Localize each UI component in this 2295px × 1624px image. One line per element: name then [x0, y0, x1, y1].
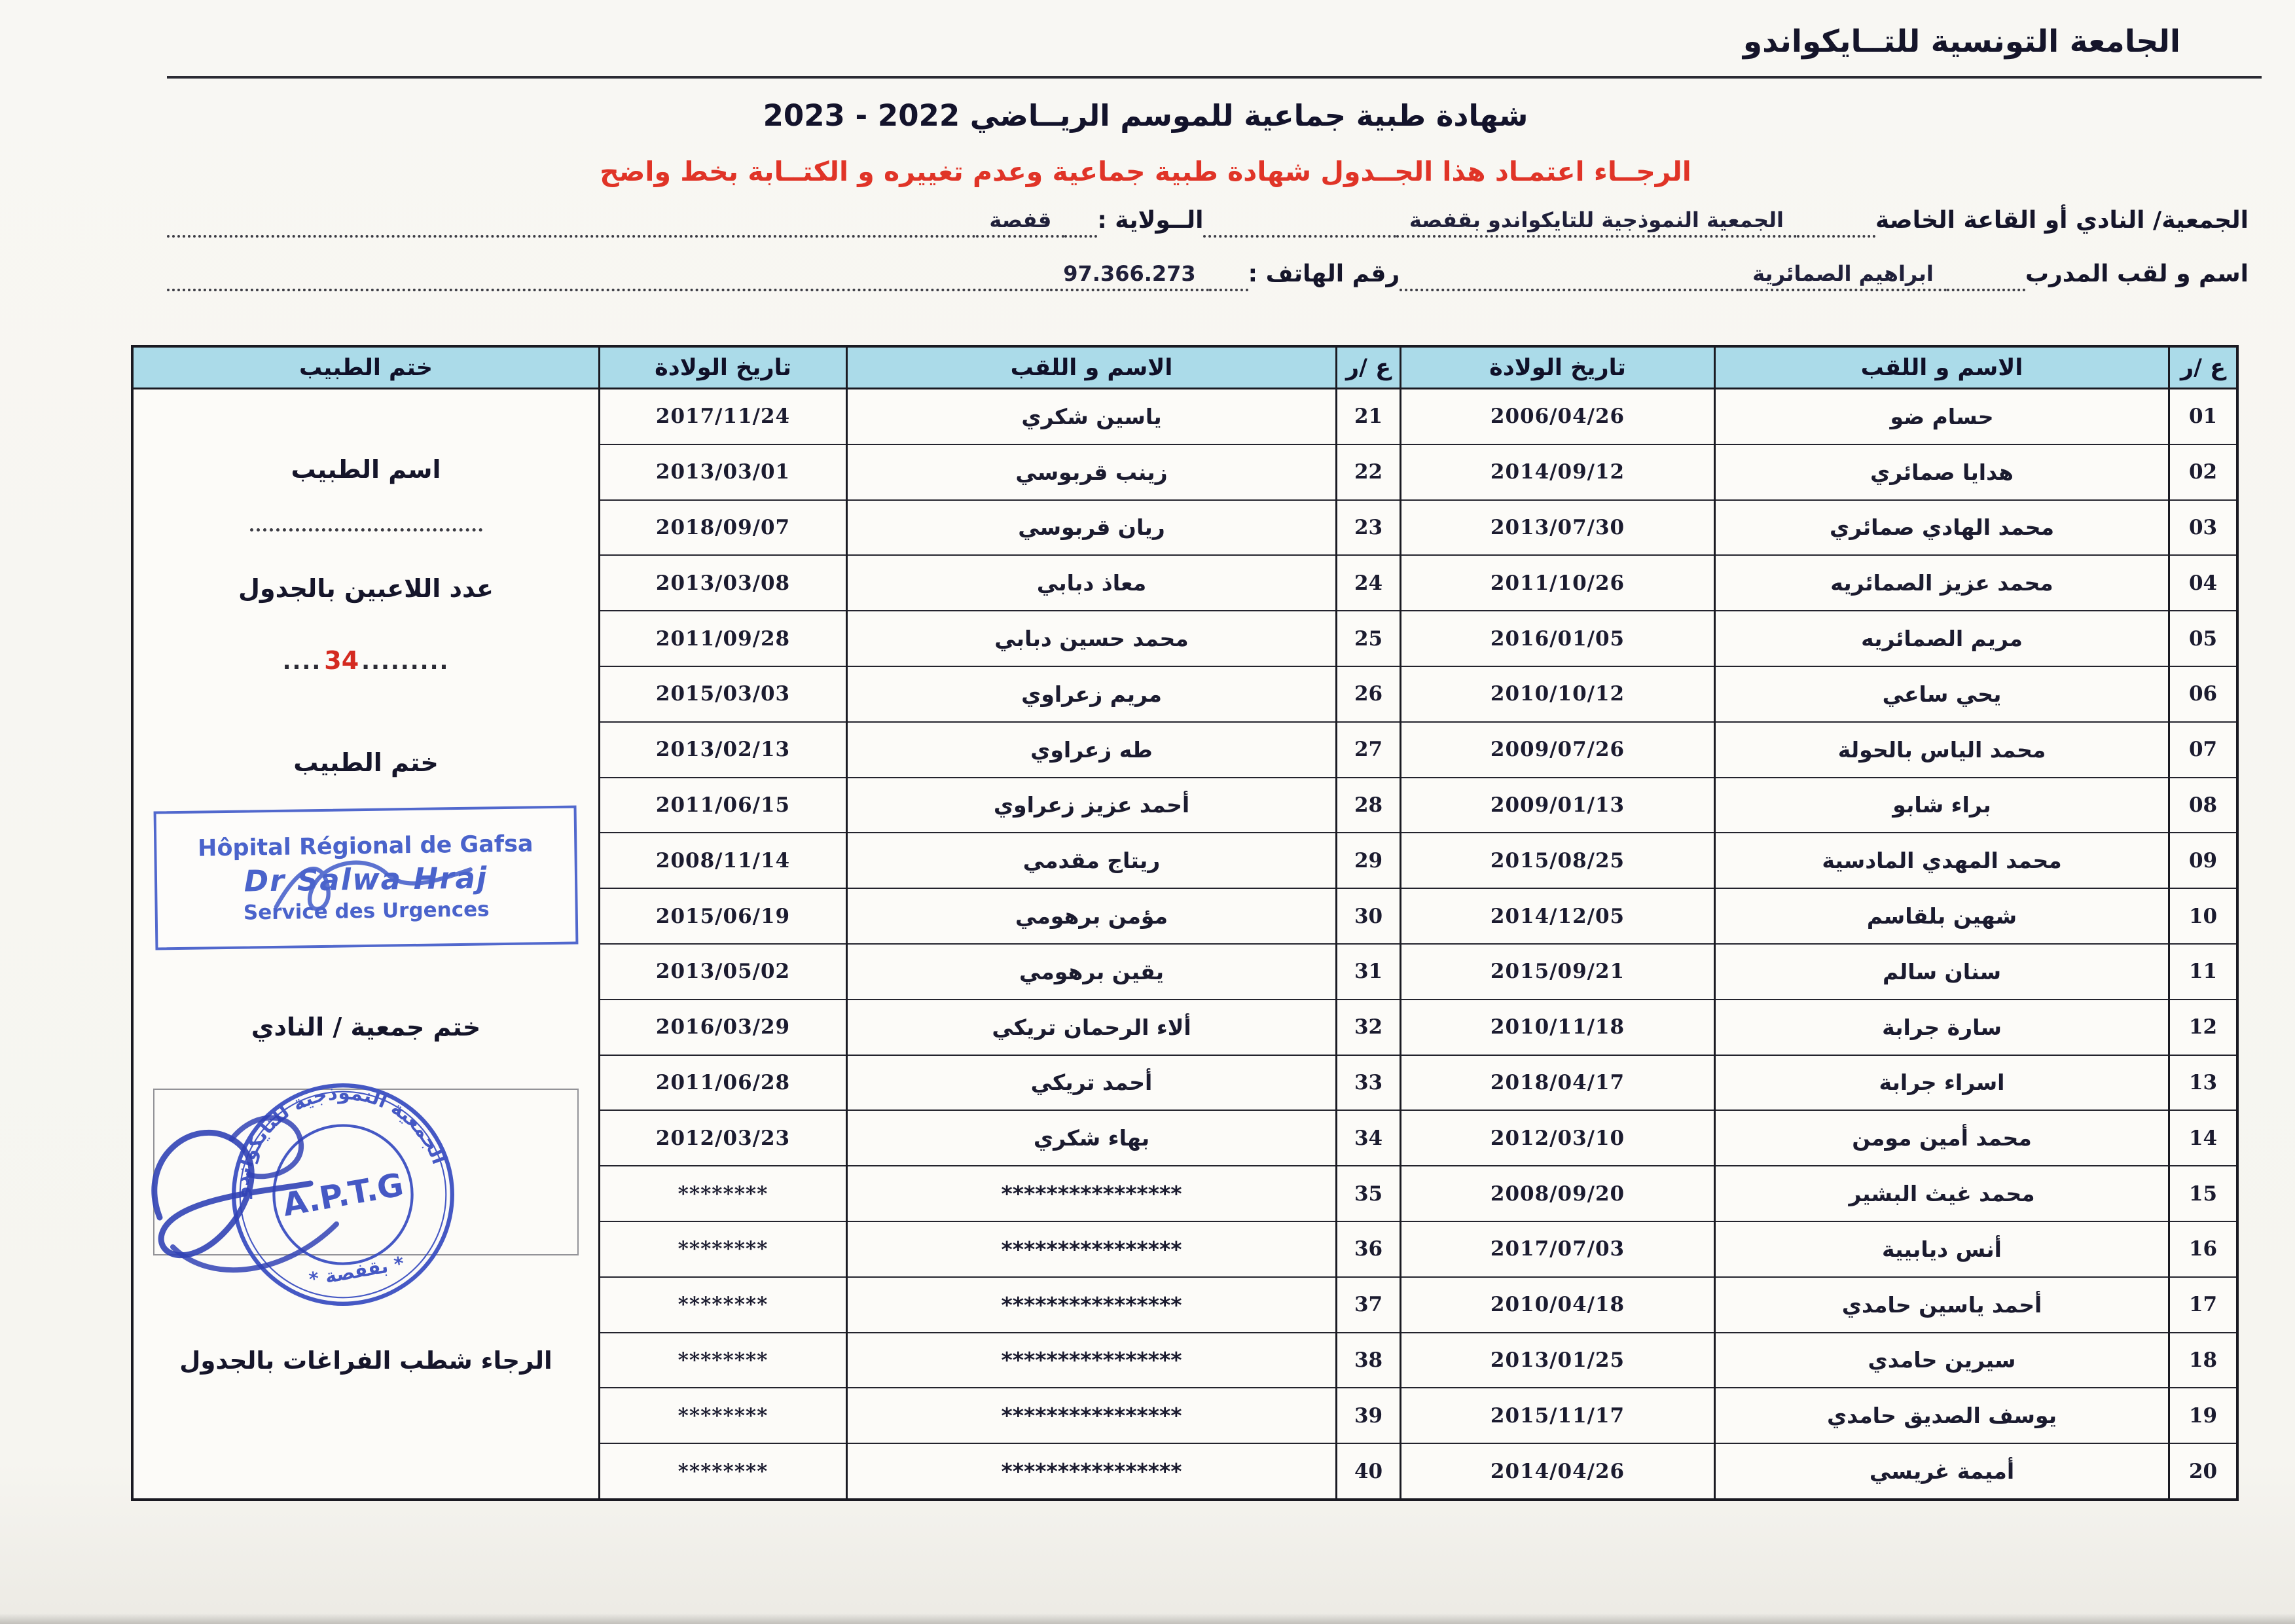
- player-name-cell: بهاء شكري: [848, 1111, 1335, 1166]
- column-numbers-21-40: [1335, 389, 1400, 1498]
- header-doctor-stamp: ختم الطبيب: [299, 354, 433, 381]
- birthdate-cell: 2016/03/29: [600, 1000, 846, 1056]
- player-name-cell: محمد عزيز الصمائريه: [1716, 556, 2168, 611]
- club-form-row: [167, 207, 2249, 238]
- birthdate-cell: 2015/06/19: [600, 889, 846, 945]
- row-number-cell: 08: [2170, 778, 2236, 834]
- row-number-cell: 01: [2170, 389, 2236, 445]
- header-birthdate-left: تاريخ الولادة: [598, 348, 846, 388]
- column-birthdates-01-20: [1400, 389, 1714, 1498]
- row-number-cell: 35: [1337, 1166, 1400, 1222]
- dotted-leader: [167, 211, 976, 238]
- state-label: الــولاية :: [1097, 207, 1204, 234]
- header-birthdate-right: تاريخ الولادة: [1400, 348, 1714, 388]
- row-number-cell: 05: [2170, 611, 2236, 667]
- count-dots-before: ....: [282, 649, 322, 675]
- header-number-left: ع /ر: [1335, 348, 1400, 388]
- row-number-cell: 24: [1337, 556, 1400, 611]
- round-stamp-bottom-text: * بقفصة *: [307, 1252, 406, 1291]
- table-body: [134, 389, 2236, 1498]
- birthdate-cell: 2008/09/20: [1401, 1166, 1714, 1222]
- hospital-stamp-service: Service des Urgences: [243, 897, 490, 925]
- header-number-right: ع /ر: [2168, 348, 2236, 388]
- scan-edge-shadow: [0, 1614, 2295, 1624]
- round-stamp-top-text: الجمعية النموذجية للتايكواندو: [230, 1081, 451, 1199]
- player-name-cell: مريم زعراوي: [848, 667, 1335, 723]
- cross-out-blanks-note: الرجاء شطب الفراغات بالجدول: [179, 1346, 552, 1375]
- player-name-cell: ****************: [848, 1166, 1335, 1222]
- player-name-cell: يحي ساعي: [1716, 667, 2168, 723]
- row-number-cell: 18: [2170, 1333, 2236, 1389]
- row-number-cell: 30: [1337, 889, 1400, 945]
- row-number-cell: 36: [1337, 1222, 1400, 1278]
- row-number-cell: 11: [2170, 945, 2236, 1000]
- header-name-right: الاسم و اللقب: [1714, 348, 2168, 388]
- row-number-cell: 34: [1337, 1111, 1400, 1166]
- player-name-cell: ياسين شكري: [848, 389, 1335, 445]
- player-name-cell: ****************: [848, 1222, 1335, 1278]
- club-label: الجمعية/ النادي أو القاعة الخاصة: [1875, 207, 2249, 234]
- birthdate-cell: 2013/03/01: [600, 445, 846, 501]
- dotted-leader: [167, 265, 1050, 291]
- player-name-cell: هدايا صمائري: [1716, 445, 2168, 501]
- players-table: [131, 345, 2239, 1501]
- birthdate-cell: 2018/09/07: [600, 501, 846, 556]
- warning-text: الرجــاء اعتمـاد هذا الجــدول شهادة طبية جماعية وعدم تغييره و الكتــابة بخط واضح: [600, 156, 1691, 187]
- player-name-cell: معاذ دبابي: [848, 556, 1335, 611]
- birthdate-cell: 2012/03/10: [1401, 1111, 1714, 1166]
- round-stamp-center-text: A.P.T.G: [280, 1166, 407, 1224]
- player-name-cell: ****************: [1001, 1458, 1182, 1485]
- player-name-cell: محمد الهادي صمائري: [1716, 501, 2168, 556]
- row-number-cell: 14: [2170, 1111, 2236, 1166]
- dotted-leader: [1209, 265, 1248, 291]
- birthdate-cell: 2013/02/13: [600, 723, 846, 778]
- phone-label: رقم الهاتف :: [1248, 261, 1400, 287]
- row-number-cell: 37: [1337, 1278, 1400, 1333]
- phone-value: 97.366.273: [1050, 261, 1208, 291]
- hospital-rect-stamp: [154, 806, 579, 950]
- dotted-leader: [1400, 265, 1739, 291]
- row-number-cell: 39: [1337, 1388, 1400, 1444]
- coach-label: اسم و لقب المدرب: [2025, 261, 2249, 287]
- birthdate-cell: 2011/06/15: [600, 778, 846, 834]
- players-count-label: عدد اللاعبين بالجدول: [238, 574, 494, 603]
- birthdate-cell: 2015/11/17: [1401, 1388, 1714, 1444]
- header-name-left: الاسم و اللقب: [846, 348, 1335, 388]
- count-dots-after: .........: [361, 649, 450, 675]
- row-number-cell: 25: [1337, 611, 1400, 667]
- row-number-cell: 13: [2170, 1056, 2236, 1111]
- row-number-cell: 03: [2170, 501, 2236, 556]
- birthdate-cell: 2008/11/14: [600, 833, 846, 889]
- birthdate-cell: 2017/11/24: [600, 389, 846, 445]
- row-number-cell: 07: [2170, 723, 2236, 778]
- row-number-cell: 29: [1337, 833, 1400, 889]
- row-number-cell: 06: [2170, 667, 2236, 723]
- row-number-cell: 21: [1337, 389, 1400, 445]
- document-title: شهادة طبية جماعية للموسم الريــاضي 2022 - 2023: [763, 98, 1528, 133]
- table-header-row: [134, 348, 2236, 389]
- row-number-cell: 22: [1337, 445, 1400, 501]
- column-names-01-20: [1714, 389, 2168, 1498]
- birthdate-cell: 2018/04/17: [1401, 1056, 1714, 1111]
- birthdate-cell: 2006/04/26: [1401, 389, 1714, 445]
- row-number-cell: 12: [2170, 1000, 2236, 1056]
- player-name-cell: سنان سالم: [1716, 945, 2168, 1000]
- player-name-cell: محمد الياس بالحولة: [1716, 723, 2168, 778]
- player-name-cell: يوسف الصديق حامدي: [1716, 1388, 2168, 1444]
- player-name-cell: محمد غيث البشير: [1716, 1166, 2168, 1222]
- row-number-cell: 19: [2170, 1388, 2236, 1444]
- birthdate-cell: 2015/08/25: [1401, 833, 1714, 889]
- hospital-stamp-name: Hôpital Régional de Gafsa: [197, 830, 533, 862]
- birthdate-cell: 2013/07/30: [1401, 501, 1714, 556]
- birthdate-cell: 2009/01/13: [1401, 778, 1714, 834]
- player-name-cell: أنس ديابيية: [1716, 1222, 2168, 1278]
- birthdate-cell: 2013/03/08: [600, 556, 846, 611]
- coach-value: ابراهيم الصمائرية: [1739, 261, 1947, 291]
- doctor-name-dotted-line: [250, 528, 482, 532]
- doctor-stamp-label: ختم الطبيب: [293, 748, 439, 777]
- player-name-cell: ****************: [848, 1278, 1335, 1333]
- row-number-cell: 09: [2170, 833, 2236, 889]
- birthdate-cell: 2011/10/26: [1401, 556, 1714, 611]
- row-number-cell: 04: [2170, 556, 2236, 611]
- birthdate-cell: 2016/01/05: [1401, 611, 1714, 667]
- row-number-cell: 17: [2170, 1278, 2236, 1333]
- player-name-cell: زينب قربوسي: [848, 445, 1335, 501]
- players-count-line: [134, 646, 598, 675]
- row-number-cell: 27: [1337, 723, 1400, 778]
- birthdate-cell: 2011/09/28: [600, 611, 846, 667]
- row-number-cell: 31: [1337, 945, 1400, 1000]
- doctor-name-label: اسم الطبيب: [291, 455, 441, 484]
- club-round-stamp: [199, 1051, 487, 1339]
- birthdate-cell: 2010/04/18: [1401, 1278, 1714, 1333]
- dotted-leader: [1797, 211, 1875, 238]
- player-name-cell: أحمد ياسين حامدي: [1716, 1278, 2168, 1333]
- dotted-leader: [1947, 265, 2025, 291]
- row-number-cell: 40: [1354, 1459, 1383, 1483]
- birthdate-cell: 2012/03/23: [600, 1111, 846, 1166]
- birthdate-cell: ********: [678, 1459, 768, 1483]
- player-name-cell: مؤمن برهومي: [848, 889, 1335, 945]
- player-name-cell: سارة جرابة: [1716, 1000, 2168, 1056]
- birthdate-cell: 2015/03/03: [600, 667, 846, 723]
- birthdate-cell: 2017/07/03: [1401, 1222, 1714, 1278]
- player-name-cell: محمد حسين دبابي: [848, 611, 1335, 667]
- player-name-cell: يقين برهومي: [848, 945, 1335, 1000]
- birthdate-cell: ********: [600, 1222, 846, 1278]
- row-number-cell: 16: [2170, 1222, 2236, 1278]
- row-number-cell: 02: [2170, 445, 2236, 501]
- club-stamp-label: ختم جمعية / النادي: [251, 1013, 481, 1041]
- player-name-cell: محمد المهدي المادسية: [1716, 833, 2168, 889]
- player-name-cell: ****************: [848, 1388, 1335, 1444]
- player-name-cell: طه زعراوي: [848, 723, 1335, 778]
- birthdate-cell: ********: [600, 1388, 846, 1444]
- birthdate-cell: 2009/07/26: [1401, 723, 1714, 778]
- birthdate-cell: 2014/12/05: [1401, 889, 1714, 945]
- players-count-value: 34: [324, 646, 359, 675]
- player-name-cell: سيرين حامدي: [1716, 1333, 2168, 1389]
- player-name-cell: ريتاج مقدمي: [848, 833, 1335, 889]
- player-name-cell: أحمد تريكي: [848, 1056, 1335, 1111]
- player-name-cell: ****************: [848, 1333, 1335, 1389]
- birthdate-cell: 2014/09/12: [1401, 445, 1714, 501]
- organization-title: الجامعة التونسية للتــايكواندو: [1743, 24, 2180, 60]
- player-name-cell: أميمة غريسي: [1869, 1458, 2015, 1485]
- player-name-cell: اسراء جرابة: [1716, 1056, 2168, 1111]
- birthdate-cell: 2011/06/28: [600, 1056, 846, 1111]
- birthdate-cell: 2013/05/02: [600, 945, 846, 1000]
- row-number-cell: 26: [1337, 667, 1400, 723]
- player-name-cell: مريم الصمائريه: [1716, 611, 2168, 667]
- birthdate-cell: ********: [600, 1278, 846, 1333]
- birthdate-cell: 2014/04/26: [1490, 1459, 1625, 1483]
- player-name-cell: أحمد عزيز زعراوي: [848, 778, 1335, 834]
- birthdate-cell: 2010/10/12: [1401, 667, 1714, 723]
- birthdate-cell: ********: [600, 1333, 846, 1389]
- coach-form-row: [167, 261, 2249, 291]
- state-value: قفصة: [976, 208, 1064, 238]
- column-names-21-40: [846, 389, 1335, 1498]
- player-name-cell: براء شابو: [1716, 778, 2168, 834]
- header-rule: [167, 76, 2262, 79]
- player-name-cell: محمد أمين مومن: [1716, 1111, 2168, 1166]
- row-number-cell: 23: [1337, 501, 1400, 556]
- row-number-cell: 10: [2170, 889, 2236, 945]
- birthdate-cell: 2010/11/18: [1401, 1000, 1714, 1056]
- row-number-cell: 32: [1337, 1000, 1400, 1056]
- column-birthdates-21-40: [598, 389, 846, 1498]
- club-value: الجمعية النموذجية للتايكواندو بقفصة: [1396, 208, 1797, 238]
- dotted-leader: [1064, 211, 1097, 238]
- row-number-cell: 20: [2188, 1459, 2218, 1483]
- birthdate-cell: 2015/09/21: [1401, 945, 1714, 1000]
- player-name-cell: حسام ضو: [1716, 389, 2168, 445]
- player-name-cell: شهين بلقاسم: [1716, 889, 2168, 945]
- birthdate-cell: ********: [600, 1166, 846, 1222]
- birthdate-cell: 2013/01/25: [1401, 1333, 1714, 1389]
- row-number-cell: 15: [2170, 1166, 2236, 1222]
- row-number-cell: 28: [1337, 778, 1400, 834]
- doctor-stamp-column: [134, 389, 598, 1498]
- row-number-cell: 38: [1337, 1333, 1400, 1389]
- dotted-leader: [1203, 211, 1396, 238]
- row-number-cell: 33: [1337, 1056, 1400, 1111]
- player-name-cell: ألاء الرحمان تريكي: [848, 1000, 1335, 1056]
- hospital-stamp-doctor: Dr Salwa Hraj: [244, 859, 488, 899]
- column-numbers-01-20: [2168, 389, 2236, 1498]
- player-name-cell: ريان قربوسي: [848, 501, 1335, 556]
